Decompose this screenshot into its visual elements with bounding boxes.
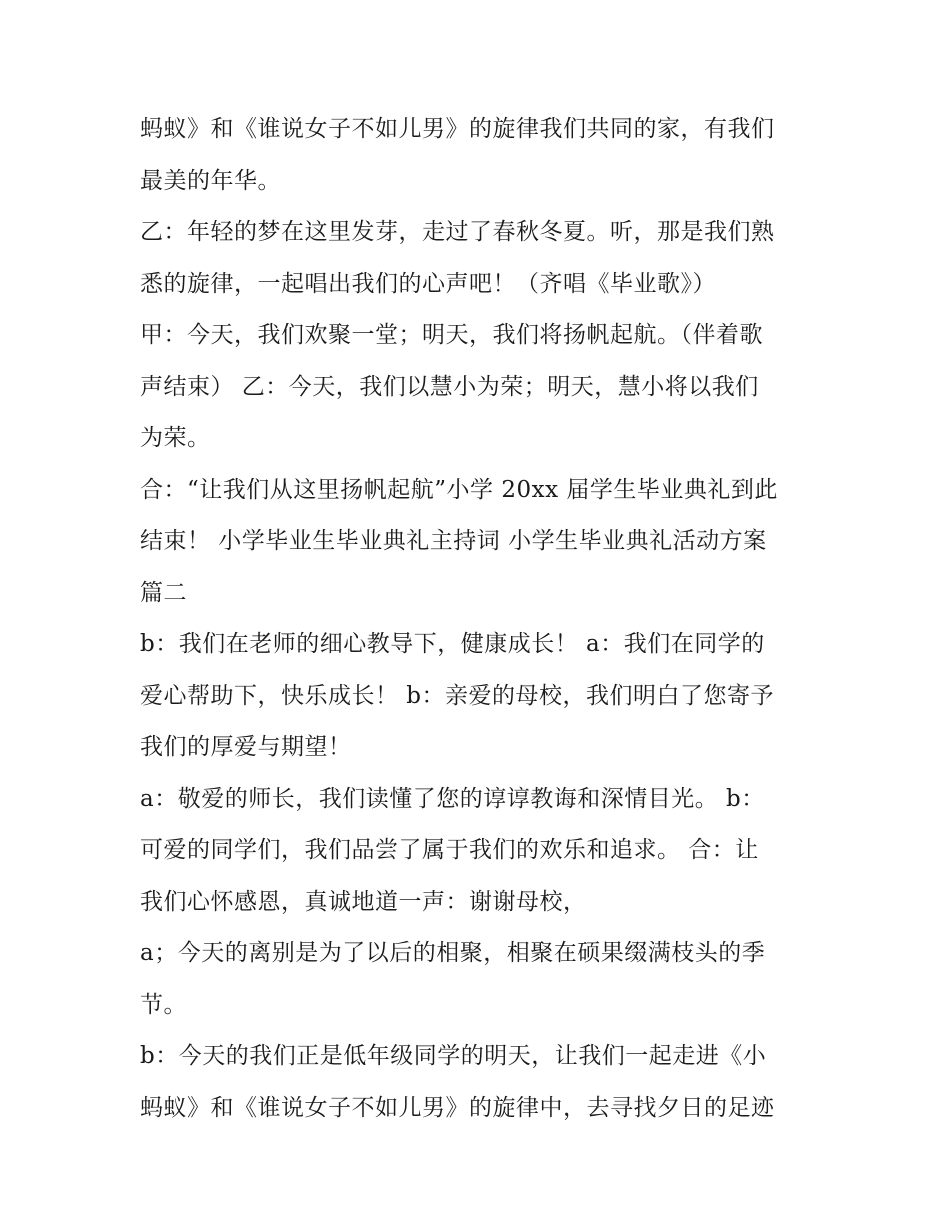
text-line: 最美的年华。 bbox=[140, 167, 281, 194]
text-line: 悉的旋律，一起唱出我们的心声吧！（齐唱《毕业歌》） bbox=[140, 270, 716, 297]
text-line: b：我们在老师的细心教导下，健康成长！ a：我们在同学的 bbox=[140, 631, 765, 657]
text-line: 可爱的同学们，我们品尝了属于我们的欢乐和追求。 合：让 bbox=[140, 837, 759, 863]
text-line: 声结束） 乙：今天，我们以慧小为荣；明天，慧小将以我们 bbox=[140, 373, 759, 400]
text-line: 我们的厚爱与期望！ bbox=[140, 734, 352, 760]
text-line: 蚂蚁》和《谁说女子不如儿男》的旋律中，去寻找夕日的足迹 bbox=[140, 1094, 775, 1121]
text-line: b：今天的我们正是低年级同学的明天，让我们一起走进《小 bbox=[140, 1043, 767, 1069]
text-line: 篇二 bbox=[140, 579, 187, 606]
text-line: 结束！ 小学毕业生毕业典礼主持词 小学生毕业典礼活动方案 bbox=[140, 528, 767, 554]
text-line: 为荣。 bbox=[140, 425, 211, 451]
text-line: a；今天的离别是为了以后的相聚，相聚在硕果缀满枝头的季 bbox=[140, 940, 766, 966]
text-line: 合：“让我们从这里扬帆起航”小学 20xx 届学生毕业典礼到此 bbox=[140, 476, 778, 503]
text-line: 甲：今天，我们欢聚一堂；明天，我们将扬帆起航。（伴着歌 bbox=[140, 322, 763, 348]
document-body bbox=[140, 104, 820, 1134]
text-line: 蚂蚁》和《谁说女子不如儿男》的旋律我们共同的家，有我们 bbox=[140, 116, 775, 142]
text-line: a：敬爱的师长，我们读懂了您的谆谆教诲和深情目光。 b： bbox=[140, 785, 765, 812]
text-line: 节。 bbox=[140, 991, 187, 1018]
text-line: 爱心帮助下，快乐成长！ b：亲爱的母校，我们明白了您寄予 bbox=[140, 682, 775, 709]
text-line: 乙：年轻的梦在这里发芽，走过了春秋冬夏。听，那是我们熟 bbox=[140, 219, 775, 245]
text-line: 我们心怀感恩，真诚地道一声：谢谢母校， bbox=[140, 888, 587, 915]
